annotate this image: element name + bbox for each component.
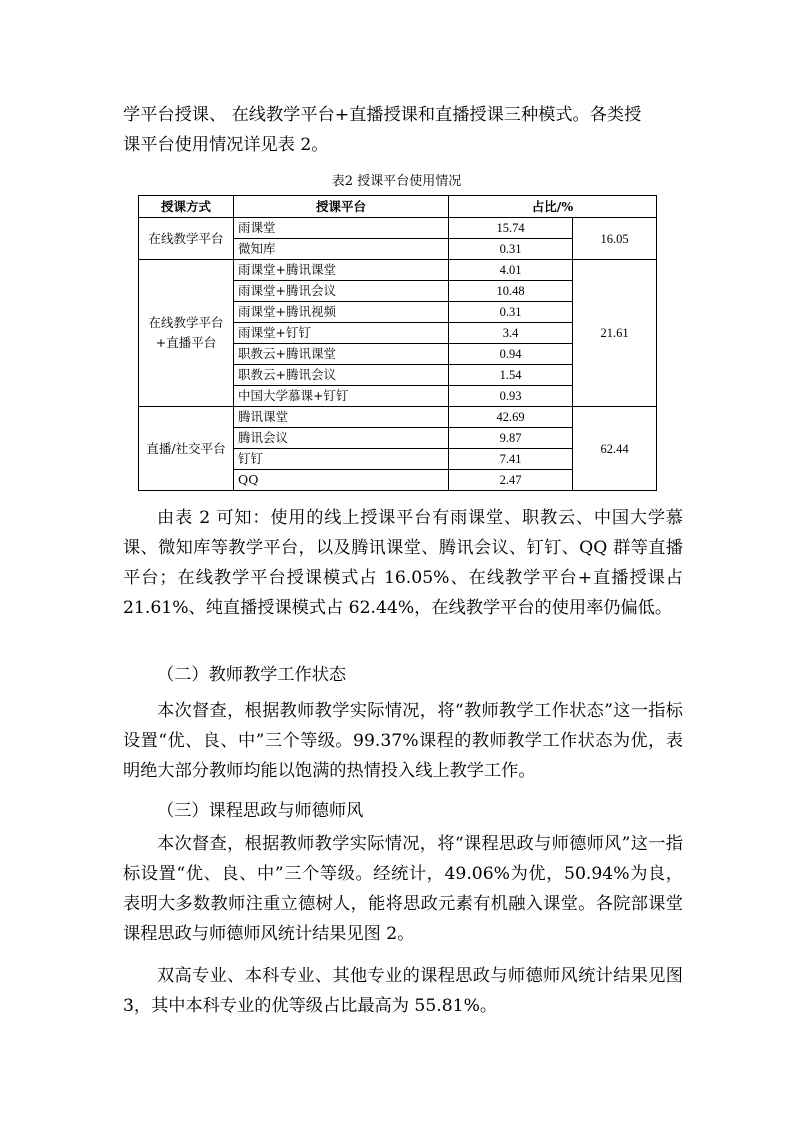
percent-cell: 1.54 (449, 365, 573, 386)
platform-cell: 雨课堂+腾讯会议 (234, 281, 449, 302)
section-2-body: 本次督查，根据教师教学实际情况，将“教师教学工作状态”这一指标设置“优、良、中”三个等级。99.37%课程的教师教学工作状态为优，表明绝大部分教师均能以饱满的热情投入线上教学工作。 (123, 701, 683, 781)
group-sum: 21.61 (573, 260, 657, 407)
table-caption: 表2 授课平台使用情况 (331, 174, 462, 189)
table-header-row (139, 196, 657, 218)
platform-cell: 雨课堂+钉钉 (234, 323, 449, 344)
platform-cell: 钉钉 (234, 449, 449, 470)
platform-cell: 雨课堂 (234, 218, 449, 239)
percent-cell: 15.74 (449, 218, 573, 239)
header-platform: 授课平台 (234, 196, 449, 218)
platform-cell: 中国大学慕课+钉钉 (234, 386, 449, 407)
percent-cell: 10.48 (449, 281, 573, 302)
summary-paragraph: 由表 2 可知：使用的线上授课平台有雨课堂、职教云、中国大学慕课、微知库等教学平台，以及腾讯课堂、腾讯会议、钉钉、QQ 群等直播平台；在线教学平台授课模式占 16.05%、在线教学平台+直播授课占 21.61%、纯直播授课模式占 62.44%，在线教学平台的使用率仍偏低。 (123, 508, 683, 618)
table-row (139, 260, 657, 281)
group-way: 直播/社交平台 (139, 407, 234, 491)
platform-cell: 微知库 (234, 239, 449, 260)
section-heading-2: （二）教师教学工作状态 (157, 665, 347, 685)
percent-cell: 0.31 (449, 239, 573, 260)
percent-cell: 3.4 (449, 323, 573, 344)
group-sum: 62.44 (573, 407, 657, 491)
group-way: 在线教学平台 (139, 218, 234, 260)
percent-cell: 2.47 (449, 470, 573, 491)
group-way: 在线教学平台+直播平台 (139, 260, 234, 407)
section-heading-3: （三）课程思政与师德师风 (157, 801, 364, 821)
platform-cell: 职教云+腾讯会议 (234, 365, 449, 386)
section-3-body-2: 双高专业、本科专业、其他专业的课程思政与师德师风统计结果见图 3，其中本科专业的优等级占比最高为 55.81%。 (123, 966, 683, 1016)
percent-cell: 0.93 (449, 386, 573, 407)
platform-usage-table (138, 195, 657, 491)
percent-cell: 7.41 (449, 449, 573, 470)
percent-cell: 4.01 (449, 260, 573, 281)
table-row (139, 407, 657, 428)
header-percent: 占比/% (449, 196, 657, 218)
group-sum: 16.05 (573, 218, 657, 260)
platform-cell: 腾讯课堂 (234, 407, 449, 428)
platform-cell: 雨课堂+腾讯视频 (234, 302, 449, 323)
percent-cell: 42.69 (449, 407, 573, 428)
header-way: 授课方式 (139, 196, 234, 218)
intro-line-2: 课平台使用情况详见表 2。 (123, 135, 329, 155)
percent-cell: 9.87 (449, 428, 573, 449)
platform-cell: 腾讯会议 (234, 428, 449, 449)
platform-cell: 雨课堂+腾讯课堂 (234, 260, 449, 281)
table-row (139, 218, 657, 239)
platform-cell: QQ (234, 470, 449, 491)
section-3-body: 本次督查，根据教师教学实际情况，将“课程思政与师德师风”这一指标设置“优、良、中”三个等级。经统计，49.06%为优，50.94%为良，表明大多数教师注重立德树人，能将思政元素有机融入课堂。各院部课堂课程思政与师德师风统计结果见图 2。 (123, 834, 683, 944)
percent-cell: 0.94 (449, 344, 573, 365)
intro-line-1: 学平台授课、 在线教学平台+直播授课和直播授课三种模式。各类授 (123, 105, 642, 125)
percent-cell: 0.31 (449, 302, 573, 323)
platform-cell: 职教云+腾讯课堂 (234, 344, 449, 365)
